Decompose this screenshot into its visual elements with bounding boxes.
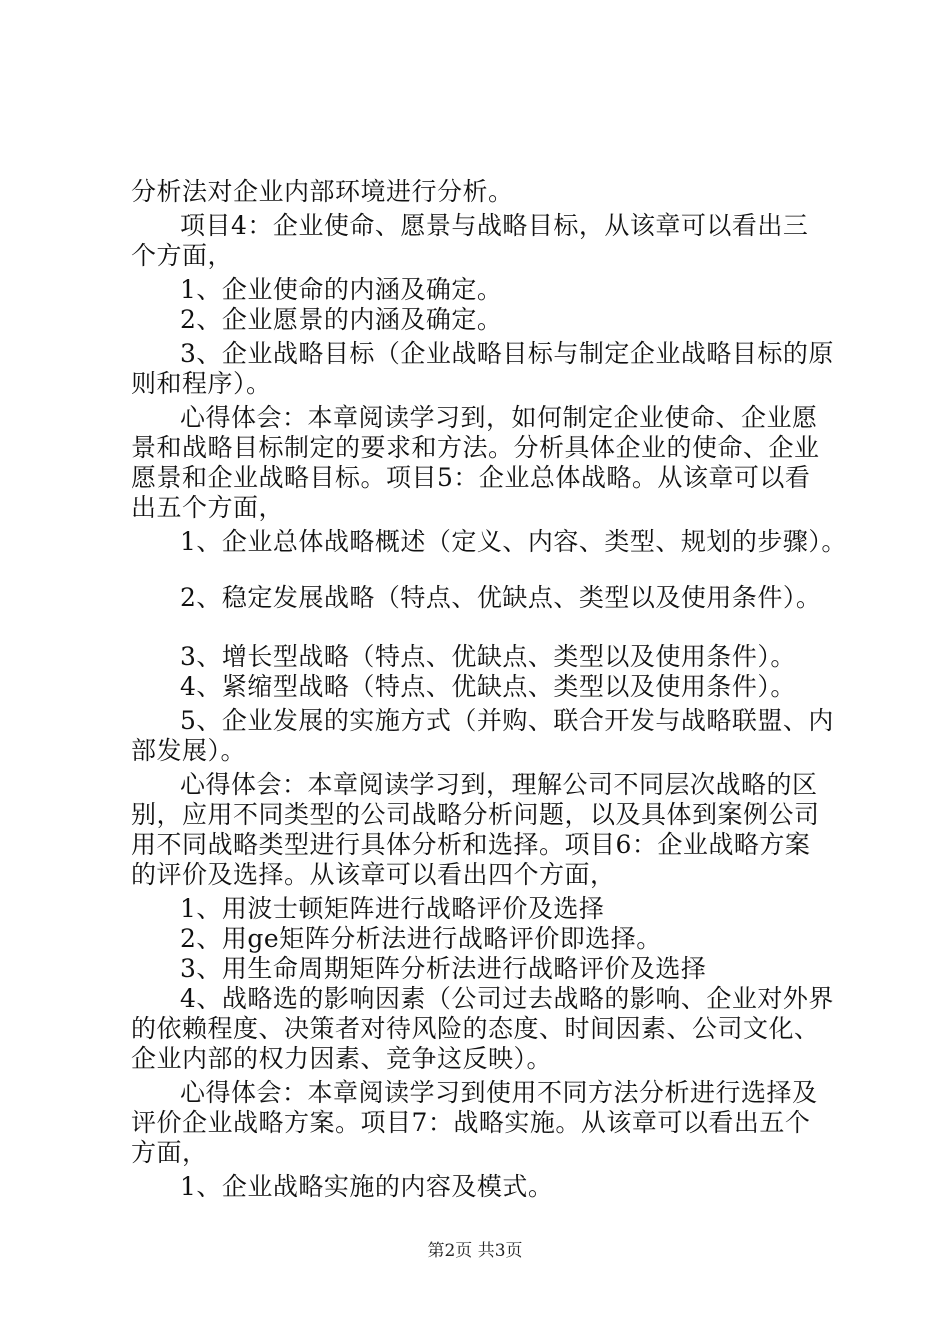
text-line-8: 心得体会：本章阅读学习到，如何制定企业使命、企业愿 (180, 403, 818, 432)
text-line-22: 1、用波士顿矩阵进行战略评价及选择 (180, 894, 605, 923)
text-line-2: 项目4：企业使命、愿景与战略目标，从该章可以看出三 (180, 211, 809, 240)
text-line-14: 3、增长型战略（特点、优缺点、类型以及使用条件）。 (180, 642, 796, 671)
text-line-18: 心得体会：本章阅读学习到，理解公司不同层次战略的区 (180, 770, 818, 799)
text-line-31: 1、企业战略实施的内容及模式。 (180, 1172, 554, 1201)
text-line-10: 愿景和企业战略目标。项目5：企业总体战略。从该章可以看 (131, 463, 811, 492)
text-line-3: 个方面， (131, 241, 234, 270)
text-line-12: 1、企业总体战略概述（定义、内容、类型、规划的步骤）。 (180, 527, 847, 556)
text-line-30: 方面， (131, 1138, 208, 1167)
text-line-7: 则和程序）。 (131, 369, 272, 398)
text-line-6: 3、企业战略目标（企业战略目标与制定企业战略目标的原 (180, 339, 834, 368)
text-line-27: 企业内部的权力因素、竞争这反映）。 (131, 1044, 553, 1073)
text-line-19: 别，应用不同类型的公司战略分析问题，以及具体到案例公司 (131, 800, 820, 829)
text-line-25: 4、战略选的影响因素（公司过去战略的影响、企业对外界 (180, 984, 834, 1013)
text-line-28: 心得体会：本章阅读学习到使用不同方法分析进行选择及 (180, 1078, 818, 1107)
text-line-5: 2、企业愿景的内涵及确定。 (180, 305, 503, 334)
text-line-16: 5、企业发展的实施方式（并购、联合开发与战略联盟、内 (180, 706, 834, 735)
text-line-23: 2、用ge矩阵分析法进行战略评价即选择。 (180, 924, 662, 953)
text-line-13: 2、稳定发展战略（特点、优缺点、类型以及使用条件）。 (180, 583, 822, 612)
text-line-4: 1、企业使命的内涵及确定。 (180, 275, 503, 304)
text-line-29: 评价企业战略方案。项目7：战略实施。从该章可以看出五个 (131, 1108, 811, 1137)
text-line-1: 分析法对企业内部环境进行分析。 (131, 177, 514, 206)
text-line-20: 用不同战略类型进行具体分析和选择。项目6：企业战略方案 (131, 830, 811, 859)
text-line-24: 3、用生命周期矩阵分析法进行战略评价及选择 (180, 954, 707, 983)
text-line-26: 的依赖程度、决策者对待风险的态度、时间因素、公司文化、 (131, 1014, 820, 1043)
text-line-21: 的评价及选择。从该章可以看出四个方面， (131, 860, 616, 889)
text-line-9: 景和战略目标制定的要求和方法。分析具体企业的使命、企业 (131, 433, 820, 462)
text-line-17: 部发展）。 (131, 736, 247, 765)
page-footer: 第2页 共3页 (427, 1241, 523, 1261)
text-line-11: 出五个方面， (131, 493, 285, 522)
text-line-15: 4、紧缩型战略（特点、优缺点、类型以及使用条件）。 (180, 672, 796, 701)
